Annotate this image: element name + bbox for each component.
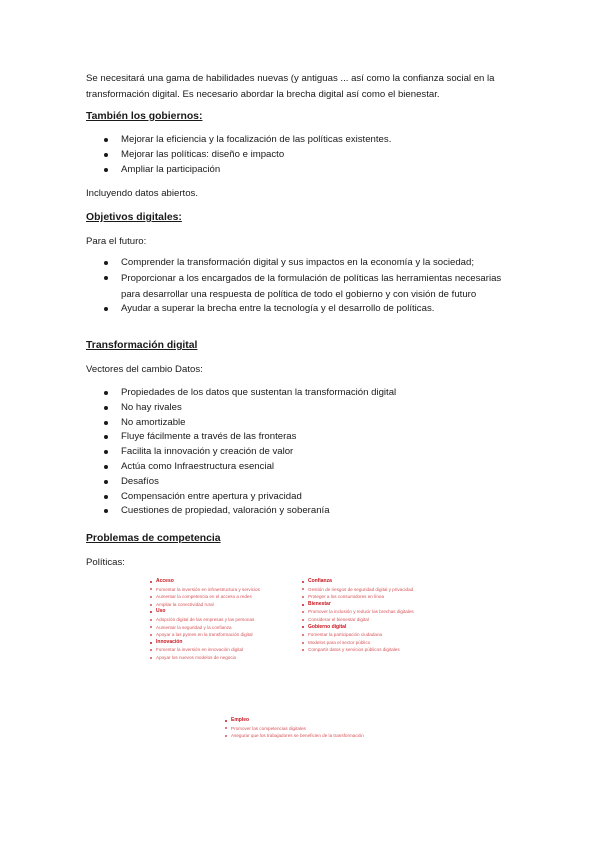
list-item: Mejorar la eficiencia y la focalización de las políticas existentes. (86, 133, 516, 148)
list-item: No amortizable (86, 416, 516, 431)
intro-paragraph: Se necesitará una gama de habilidades nuevas (y antiguas ... así como la confianza social en la transformación digital. Es necesario abordar la brecha digital así como el bienestar. (86, 73, 495, 100)
fig-item: Proteger a los consumidores en línea (301, 593, 452, 601)
fig-item: Gestión de riesgos de seguridad digital y privacidad (301, 586, 452, 594)
fig-item: Adopción digital de las empresas y las personas (149, 616, 294, 624)
fig-item: Aumentar la seguridad y la confianza (149, 624, 294, 632)
heading-transformacion: Transformación digital (86, 340, 198, 351)
list-gobiernos (86, 133, 516, 177)
list-item: Desafíos (86, 475, 516, 490)
fig-item: Promover las competencias digitales (224, 725, 374, 733)
heading-gobiernos: También los gobiernos: (86, 111, 203, 122)
fig-item: Gobierno digital (301, 624, 452, 632)
list-item: Comprender la transformación digital y sus impactos en la economía y la sociedad; (86, 256, 516, 271)
heading-competencia: Problemas de competencia (86, 533, 221, 544)
figure-bottom-column (224, 717, 374, 740)
list-item: Facilita la innovación y creación de valor (86, 445, 516, 460)
fig-item: Uso (149, 608, 294, 616)
list-item: Proporcionar a los encargados de la formulación de políticas las herramientas necesarias para desarrollar una respuesta de política de todo el gobierno y con visión de futuro (86, 271, 516, 303)
list-item: No hay rivales (86, 401, 516, 416)
fig-item: Acceso (149, 578, 294, 586)
fig-item: Confianza (301, 578, 452, 586)
datos-abiertos-text: Incluyendo datos abiertos. (86, 188, 199, 199)
figure-right-column (301, 578, 452, 654)
list-item: Compensación entre apertura y privacidad (86, 490, 516, 505)
fig-item: Apoyar los nuevos modelos de negocio (149, 654, 294, 662)
list-item: Ampliar la participación (86, 163, 516, 178)
fig-item: Fomentar la inversión en infraestructura y servicios (149, 586, 294, 594)
fig-item: Bienestar (301, 601, 452, 609)
fig-item: Promover la inclusión y reducir las brechas digitales (301, 608, 452, 616)
list-item: Fluye fácilmente a través de las fronteras (86, 430, 516, 445)
para-futuro-text: Para el futuro: (86, 236, 147, 247)
fig-item: Modelos para el sector público (301, 639, 452, 647)
list-item: Ayudar a superar la brecha entre la tecnología y el desarrollo de políticas. (86, 302, 516, 317)
heading-objetivos: Objetivos digitales: (86, 212, 182, 223)
fig-item: Considerar el bienestar digital (301, 616, 452, 624)
vectores-text: Vectores del cambio Datos: (86, 364, 203, 375)
fig-item: Innovación (149, 639, 294, 647)
fig-item: Fomentar la participación ciudadana (301, 631, 452, 639)
list-item: Cuestiones de propiedad, valoración y soberanía (86, 504, 516, 519)
fig-item: Fomentar la inversión en innovación digital (149, 646, 294, 654)
fig-item: Empleo (224, 717, 374, 725)
policy-figure (149, 578, 452, 766)
fig-item: Ampliar la conectividad rural (149, 601, 294, 609)
list-objetivos (86, 256, 516, 317)
fig-item: Compartir datos y servicios públicos digitales (301, 646, 452, 654)
list-item: Mejorar las políticas: diseño e impacto (86, 148, 516, 163)
fig-item: Aumentar la competencia en el acceso a redes (149, 593, 294, 601)
list-item: Propiedades de los datos que sustentan la transformación digital (86, 386, 516, 401)
fig-item: Apoyar a las pymes en la transformación digital (149, 631, 294, 639)
politicas-text: Políticas: (86, 557, 125, 568)
figure-left-column (149, 578, 294, 662)
list-vectores (86, 386, 516, 519)
fig-item: Asegurar que los trabajadores se beneficien de la transformación (224, 732, 374, 740)
list-item: Actúa como Infraestructura esencial (86, 460, 516, 475)
